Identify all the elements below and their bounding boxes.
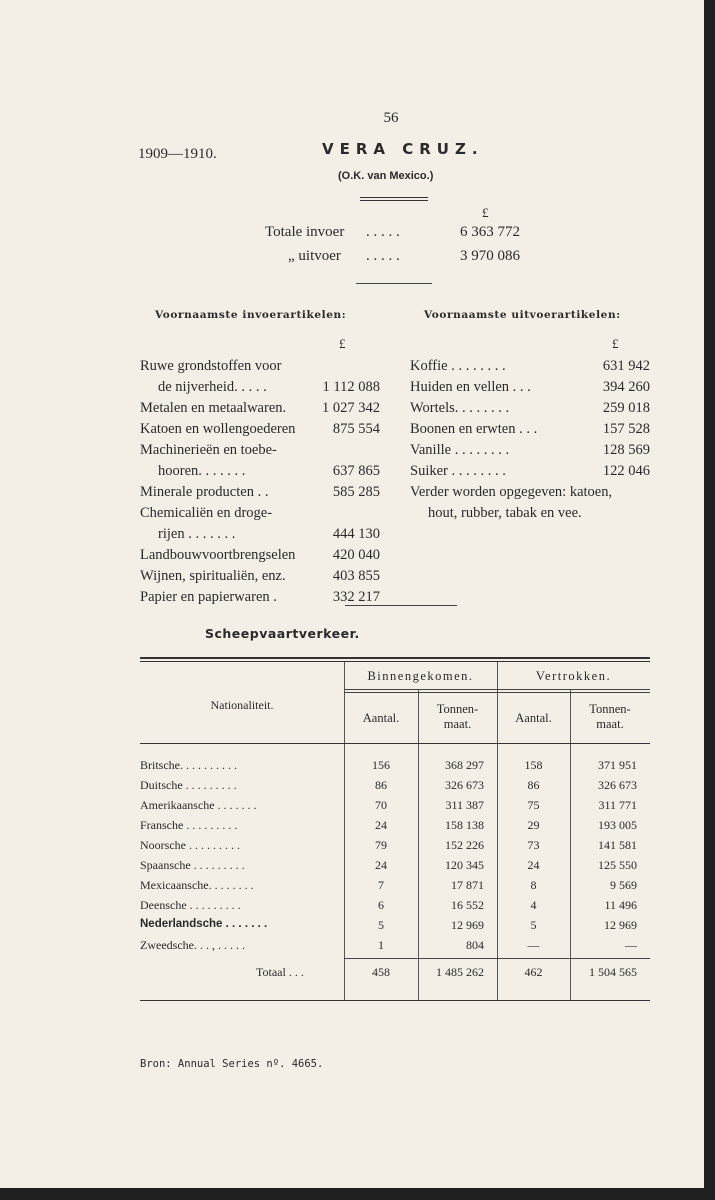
table-cell: 158 [524, 758, 543, 772]
title-divider [360, 197, 428, 201]
export-value: 394 260 [602, 379, 650, 395]
col-nationality: Nationaliteit. [210, 698, 274, 712]
table-cell: 4 [530, 898, 537, 912]
table-cell: Nederlandsche . . . . . . . [140, 918, 268, 930]
table-row [140, 918, 650, 938]
import-label: Katoen en wollengoederen [140, 421, 296, 437]
table-cell: 75 [527, 798, 540, 812]
table-cell: 193 005 [598, 818, 637, 832]
exports-heading: Voornaamste uitvoerartikelen: [424, 309, 621, 321]
table-cell: 1 485 262 [436, 965, 484, 979]
table-cell: Zweedsche. . . , . . . . . [140, 938, 245, 952]
table-cell: — [625, 938, 637, 952]
table-cell: 152 226 [445, 838, 484, 852]
table-cell: 70 [375, 798, 387, 812]
table-cell: 29 [527, 818, 540, 832]
table-cell: 326 673 [598, 778, 637, 792]
export-item [410, 377, 650, 398]
table-bottom-rule [140, 1000, 650, 1001]
export-value: 122 046 [602, 463, 650, 479]
import-label: Minerale producten . . [140, 484, 269, 500]
table-cell: 24 [375, 818, 387, 832]
import-label: Metalen en metaalwaren. [140, 400, 287, 416]
total-export-value: 3 970 086 [460, 248, 520, 264]
export-label: Huiden en vellen . . . [410, 379, 531, 395]
shipping-heading: Scheepvaartverkeer. [205, 626, 360, 641]
total-rule [344, 958, 650, 959]
export-label: Vanille . . . . . . . . [410, 442, 510, 458]
import-label: Landbouwvoortbrengselen [140, 547, 296, 563]
table-cell: 311 387 [445, 798, 484, 812]
section-divider [345, 605, 457, 606]
table-cell: 458 [372, 965, 390, 979]
import-label: Chemicaliën en droge- [140, 505, 273, 521]
table-cell: Totaal . . . [256, 965, 304, 979]
table-cell: 5 [530, 918, 537, 932]
import-item [140, 566, 380, 587]
export-item [410, 356, 650, 377]
export-item [410, 398, 650, 419]
exports-currency: £ [612, 336, 619, 351]
table-cell: 141 581 [598, 838, 637, 852]
table-top-rule-thin [140, 661, 650, 662]
table-cell: 326 673 [445, 778, 484, 792]
export-value: 259 018 [602, 400, 650, 416]
table-cell: 368 297 [445, 758, 484, 772]
table-row [140, 878, 650, 898]
total-row [140, 965, 650, 985]
imports-list [140, 356, 380, 608]
table-cell: 311 771 [598, 798, 637, 812]
header-rule [344, 689, 650, 690]
totals-currency: £ [482, 205, 489, 220]
group-vertrokken: Vertrokken. [535, 669, 612, 683]
table-cell: Spaansche . . . . . . . . . [140, 858, 245, 872]
source-note: Bron: Annual Series nº. 4665. [140, 1058, 324, 1070]
import-value: 1 027 342 [322, 400, 380, 416]
table-cell: Amerikaansche . . . . . . . [140, 798, 257, 812]
table-cell: 17 871 [451, 878, 484, 892]
shipping-table [140, 657, 650, 1007]
import-value: 420 040 [332, 547, 380, 563]
export-label: Wortels. . . . . . . . [410, 400, 510, 416]
header-rule [344, 692, 650, 693]
table-cell: Deensche . . . . . . . . . [140, 898, 241, 912]
table-cell: 125 550 [598, 858, 637, 872]
import-item [140, 356, 380, 398]
total-import-value: 6 363 772 [460, 224, 520, 240]
table-row [140, 778, 650, 798]
table-cell: 12 969 [451, 918, 484, 932]
table-row [140, 858, 650, 878]
col-in-tonnage: Tonnen- maat. [436, 702, 479, 731]
table-cell: Fransche . . . . . . . . . [140, 818, 238, 832]
table-cell: 1 504 565 [589, 965, 637, 979]
group-binnengekomen: Binnengekomen. [367, 669, 474, 683]
import-label: Wijnen, spiritualiën, enz. [140, 568, 286, 584]
import-value: 585 285 [332, 484, 380, 500]
import-item [140, 503, 380, 545]
table-cell: 1 [378, 938, 384, 952]
table-cell: Noorsche . . . . . . . . . [140, 838, 240, 852]
col-in-count: Aantal. [362, 711, 400, 725]
table-cell: 73 [527, 838, 540, 852]
table-top-rule [140, 657, 650, 659]
import-item [140, 587, 380, 608]
imports-heading: Voornaamste invoerartikelen: [155, 309, 347, 321]
import-item [140, 398, 380, 419]
page-subtitle: (O.K. van Mexico.) [338, 170, 434, 182]
total-export-dots: . . . . . [366, 248, 400, 264]
table-cell: — [527, 938, 540, 952]
export-value: 631 942 [602, 358, 650, 374]
total-import-dots: . . . . . [366, 224, 400, 240]
table-cell: 11 496 [604, 898, 637, 912]
export-label: Suiker . . . . . . . . [410, 463, 506, 479]
import-label: Machinerieën en toebe- [140, 442, 277, 458]
import-value: 1 112 088 [322, 379, 380, 395]
table-cell: 804 [466, 938, 484, 952]
import-label: Papier en papierwaren . [140, 589, 277, 605]
table-cell: 158 138 [445, 818, 484, 832]
export-label: Koffie . . . . . . . . [410, 358, 506, 374]
table-cell: 12 969 [604, 918, 637, 932]
table-row [140, 798, 650, 818]
table-cell: 371 951 [598, 758, 637, 772]
table-row [140, 938, 650, 958]
import-label: Ruwe grondstoffen voor [140, 358, 282, 374]
table-cell: Britsche. . . . . . . . . . [140, 758, 237, 772]
table-cell: 16 552 [451, 898, 484, 912]
table-cell: 7 [378, 878, 384, 892]
export-item [410, 461, 650, 482]
table-cell: 156 [372, 758, 390, 772]
import-value: 403 855 [332, 568, 380, 584]
import-value: 637 865 [332, 463, 380, 479]
export-note-line: hout, rubber, tabak en vee. [428, 505, 582, 521]
header-bottom-rule [140, 743, 650, 744]
import-item [140, 545, 380, 566]
table-cell: 24 [527, 858, 540, 872]
table-row [140, 758, 650, 778]
import-label-cont: rijen . . . . . . . [158, 526, 236, 542]
export-value: 128 569 [602, 442, 650, 458]
table-cell: 8 [530, 878, 537, 892]
import-item [140, 440, 380, 482]
table-cell: 9 569 [610, 878, 637, 892]
table-cell: 86 [527, 778, 540, 792]
import-item [140, 482, 380, 503]
table-cell: 6 [378, 898, 384, 912]
table-cell: 5 [378, 918, 384, 932]
table-row [140, 838, 650, 858]
table-cell: Duitsche . . . . . . . . . [140, 778, 237, 792]
col-out-tonnage: Tonnen- maat. [589, 702, 631, 731]
import-value: 332 217 [332, 589, 380, 605]
import-value: 875 554 [332, 421, 380, 437]
col-out-count: Aantal. [515, 711, 552, 725]
table-cell: Mexicaansche. . . . . . . . [140, 878, 254, 892]
report-years: 1909—1910. [138, 146, 217, 162]
export-item [410, 440, 650, 461]
total-import-label: Totale invoer [265, 224, 345, 240]
import-label-cont: de nijverheid. . . . . [158, 379, 267, 395]
export-value: 157 528 [602, 421, 650, 437]
table-cell: 79 [375, 838, 387, 852]
export-item [410, 419, 650, 440]
page-number: 56 [383, 110, 399, 126]
import-value: 444 130 [332, 526, 380, 542]
page-title: VERA CRUZ. [322, 140, 484, 158]
table-row [140, 818, 650, 838]
table-cell: 462 [524, 965, 543, 979]
table-cell: 120 345 [445, 858, 484, 872]
exports-list [410, 356, 650, 524]
table-cell: 86 [375, 778, 387, 792]
total-export-label: „ uitvoer [288, 248, 341, 264]
imports-currency: £ [339, 336, 346, 351]
table-cell: 24 [375, 858, 387, 872]
export-note-line: Verder worden opgegeven: katoen, [410, 484, 613, 500]
table-row [140, 898, 650, 918]
import-item [140, 419, 380, 440]
import-label-cont: hooren. . . . . . . [158, 463, 246, 479]
totals-divider [356, 283, 432, 284]
export-label: Boonen en erwten . . . [410, 421, 538, 437]
